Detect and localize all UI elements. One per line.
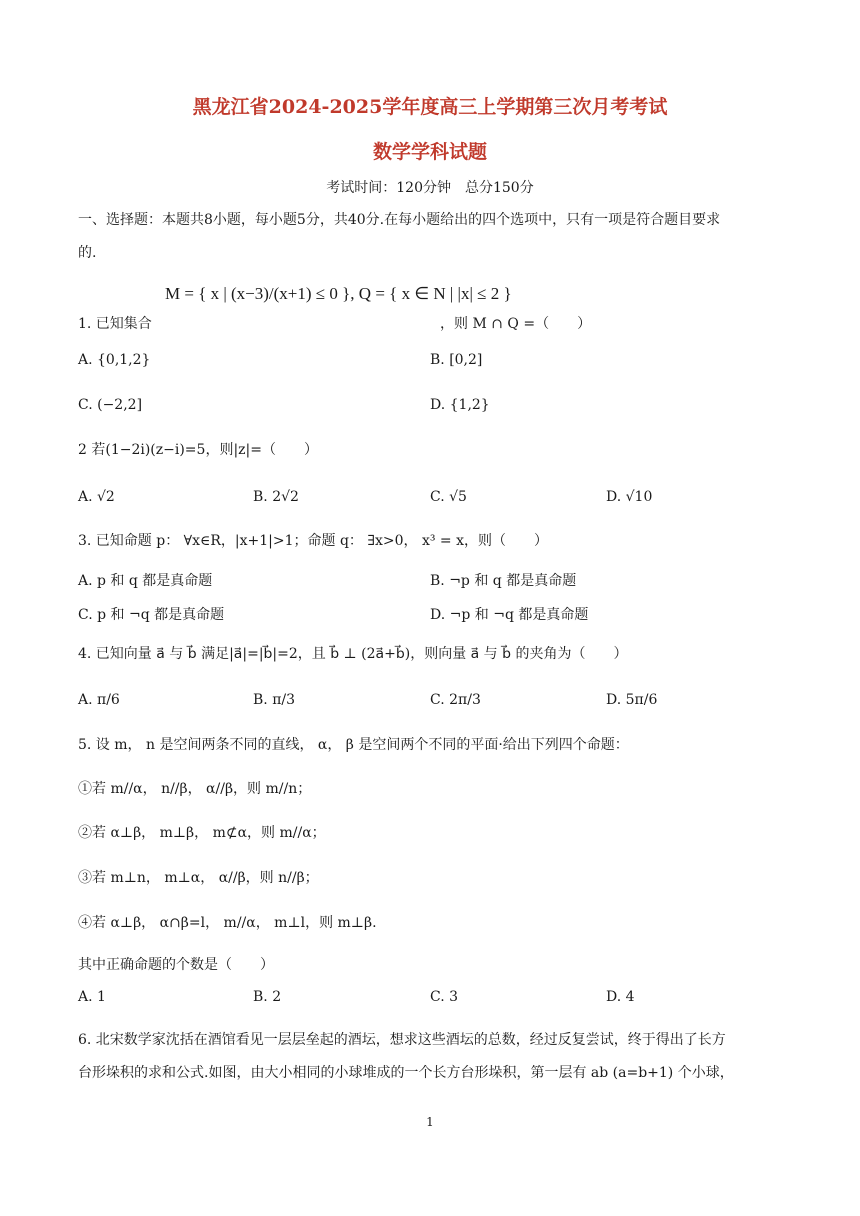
q2-option-a: A. √2 [78,489,115,505]
q1-option-a: A. {0,1,2} [78,352,151,368]
page-number: 1 [426,1115,434,1129]
q4-option-c: C. 2π/3 [430,692,481,708]
q5-proposition-2: ②若 α⊥β， m⊥β， m⊄α，则 m//α； [78,825,326,841]
q1-option-c: C. (−2,2] [78,397,143,413]
section-intro-line1: 一、选择题：本题共8小题，每小题5分，共40分.在每小题给出的四个选项中，只有一项是符合题目要求 [78,212,721,228]
q4-option-a: A. π/6 [78,692,120,708]
q5-proposition-4: ④若 α⊥β， α∩β=l， m//α， m⊥l，则 m⊥β. [78,915,377,931]
q6-line2: 台形垛积的求和公式.如图，由大小相同的小球堆成的一个长方台形垛积，第一层有 ab (a=b+1) 个小球， [78,1065,734,1081]
q6-line1: 6. 北宋数学家沈括在酒馆看见一层层垒起的酒坛，想求这些酒坛的总数，经过反复尝试，终于得出了长方 [78,1032,726,1048]
q1-stem-tail: ，则 M ∩ Q =（ ） [440,316,592,332]
q5-option-a: A. 1 [78,989,106,1005]
q1-option-b: B. [0,2] [430,352,483,368]
exam-subtitle: 数学学科试题 [372,141,487,163]
q3-option-a: A. p 和 q 都是真命题 [78,573,213,589]
q5-option-b: B. 2 [253,989,282,1005]
q4-option-d: D. 5π/6 [606,692,658,708]
exam-title: 黑龙江省2024-2025学年度高三上学期第三次月考考试 [192,96,668,118]
q3-option-b: B. ¬p 和 q 都是真命题 [430,573,577,589]
q2-option-b: B. 2√2 [253,489,299,505]
exam-info: 考试时间：120分钟 总分150分 [326,180,534,196]
q1-option-d: D. {1,2} [430,397,490,413]
q3-stem: 3. 已知命题 p： ∀x∈R，|x+1|>1；命题 q： ∃x>0， x³ = x，则（ ） [78,533,548,549]
q1-set-formula: M = { x | (x−3)/(x+1) ≤ 0 }, Q = { x ∈ N | |x| ≤ 2 } [165,284,512,303]
q3-option-c: C. p 和 ¬q 都是真命题 [78,607,225,623]
q3-option-d: D. ¬p 和 ¬q 都是真命题 [430,607,589,623]
q5-stem: 5. 设 m， n 是空间两条不同的直线， α， β 是空间两个不同的平面·给出下列四个命题： [78,737,629,753]
q2-option-c: C. √5 [430,489,467,505]
q2-option-d: D. √10 [606,489,653,505]
q4-stem: 4. 已知向量 a⃗ 与 b⃗ 满足|a⃗|=|b⃗|=2，且 b⃗ ⊥ (2a⃗+b⃗)，则向量 a⃗ 与 b⃗ 的夹角为（ ） [78,646,628,662]
q2-stem: 2 若(1−2i)(z−i)=5，则|z|=（ ） [78,442,318,458]
q5-question: 其中正确命题的个数是（ ） [78,957,274,973]
section-intro-line2: 的. [78,245,97,261]
q5-option-c: C. 3 [430,989,459,1005]
q5-proposition-3: ③若 m⊥n， m⊥α， α//β，则 n//β； [78,870,319,886]
q5-proposition-1: ①若 m//α， n//β， α//β，则 m//n； [78,781,312,797]
q1-stem: 1. 已知集合 [78,316,152,332]
q4-option-b: B. π/3 [253,692,296,708]
q5-option-d: D. 4 [606,989,635,1005]
